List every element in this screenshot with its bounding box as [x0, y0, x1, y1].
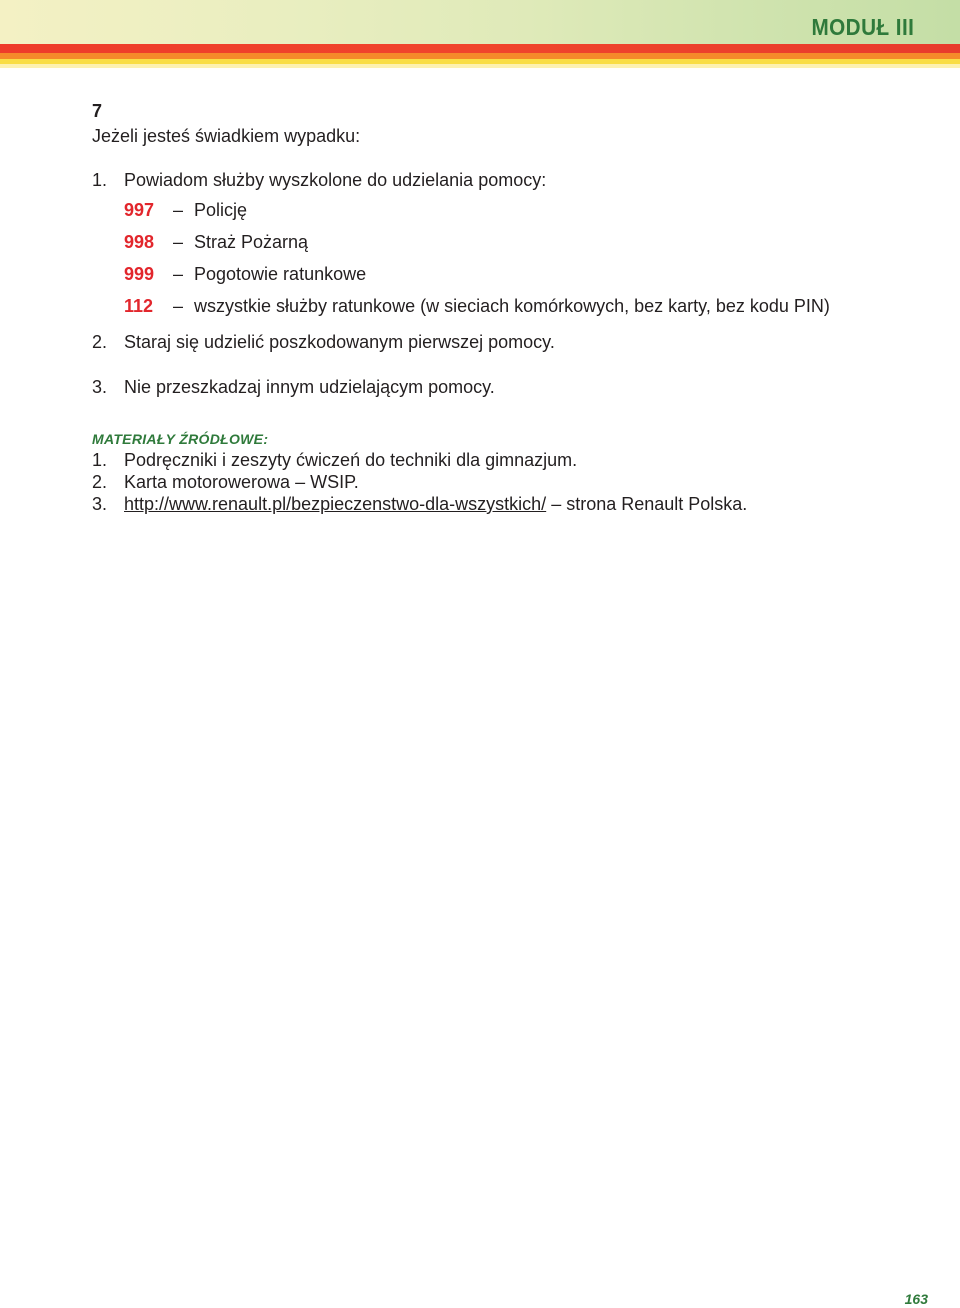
source-item — [92, 449, 922, 471]
header-stripe-red — [0, 44, 960, 53]
source-item — [92, 493, 922, 515]
emergency-number-row — [124, 262, 922, 286]
source-text: Karta motorowerowa – WSIP. — [124, 472, 359, 492]
emergency-number-row — [124, 198, 922, 222]
emergency-numbers-list — [124, 198, 922, 318]
header-stripe-light — [0, 64, 960, 68]
exercise-intro: Jeżeli jesteś świadkiem wypadku: — [92, 126, 361, 146]
page-number: 163 — [904, 1291, 928, 1307]
emergency-service: Pogotowie ratunkowe — [194, 264, 367, 284]
dash: – — [172, 296, 183, 316]
module-title: MODUŁ III — [811, 14, 914, 40]
step-number: 2. — [92, 332, 108, 352]
step-text: Nie przeszkadzaj innym udzielającym pomocy. — [124, 377, 495, 397]
source-link[interactable]: http://www.renault.pl/bezpieczenstwo-dla-wszystkich/ — [124, 494, 547, 514]
dash: – — [172, 200, 183, 220]
step-number: 1. — [92, 170, 108, 190]
emergency-number-row — [124, 230, 922, 254]
source-number: 1. — [92, 450, 108, 470]
source-number: 2. — [92, 472, 108, 492]
emergency-number: 997 — [124, 200, 155, 220]
step-number: 3. — [92, 377, 108, 397]
emergency-number: 998 — [124, 232, 155, 252]
step-text: Powiadom służby wyszkolone do udzielania pomocy: — [124, 170, 547, 190]
exercise-number: 7 — [92, 101, 103, 121]
step-2 — [92, 330, 922, 354]
dash: – — [172, 264, 183, 284]
emergency-service: wszystkie służby ratunkowe (w sieciach komórkowych, bez karty, bez kodu PIN) — [194, 296, 830, 316]
source-text: – strona Renault Polska. — [546, 494, 748, 514]
emergency-number: 999 — [124, 264, 155, 284]
step-1 — [92, 168, 922, 192]
step-text: Staraj się udzielić poszkodowanym pierwszej pomocy. — [124, 332, 555, 352]
sources-heading: MATERIAŁY ŹRÓDŁOWE: — [92, 431, 269, 447]
source-item — [92, 471, 922, 493]
step-3 — [92, 375, 922, 399]
emergency-number-row — [124, 294, 922, 318]
emergency-service: Straż Pożarną — [194, 232, 309, 252]
emergency-service: Policję — [194, 200, 248, 220]
emergency-number: 112 — [124, 296, 154, 316]
source-text: Podręczniki i zeszyty ćwiczeń do techniki dla gimnazjum. — [124, 450, 578, 470]
source-number: 3. — [92, 494, 108, 514]
dash: – — [172, 232, 183, 252]
page-content — [92, 100, 922, 515]
sources-section — [92, 429, 922, 515]
